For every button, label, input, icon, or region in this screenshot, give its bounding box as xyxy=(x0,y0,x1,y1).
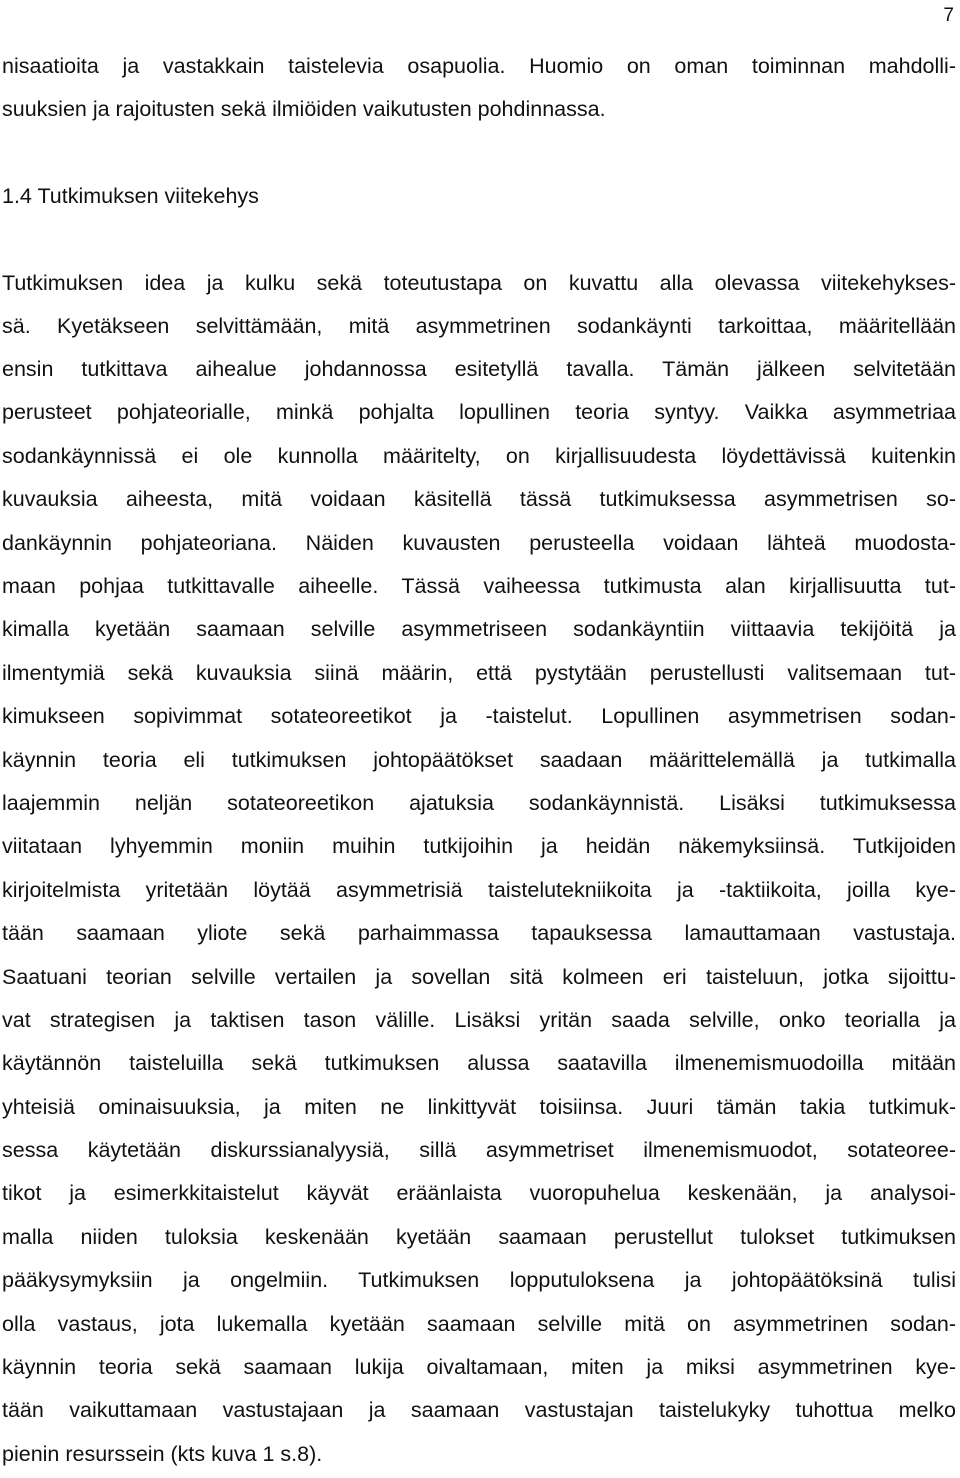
section-heading: 1.4 Tutkimuksen viitekehys xyxy=(2,184,259,208)
body-line: viitataan lyhyemmin moniin muihin tutkijoihin ja heidän näkemyksiinsä. Tutkijoiden xyxy=(2,834,956,858)
body-line: tikot ja esimerkkitaistelut käyvät eräänlaista vuoropuhelua keskenään, ja analysoi- xyxy=(2,1181,956,1205)
intro-line: suuksien ja rajoitusten sekä ilmiöiden vaikutusten pohdinnassa. xyxy=(2,97,606,121)
body-line: malla niiden tuloksia keskenään kyetään saamaan perustellut tulokset tutkimuksen xyxy=(2,1225,956,1249)
body-line: perusteet pohjateorialle, minkä pohjalta lopullinen teoria syntyy. Vaikka asymmetriaa xyxy=(2,400,956,424)
body-line: ilmentymiä sekä kuvauksia siinä määrin, että pystytään perustellusti valitsemaan tut- xyxy=(2,661,956,685)
body-line: dankäynnin pohjateoriana. Näiden kuvausten perusteella voidaan lähteä muodosta- xyxy=(2,531,956,555)
body-line: käynnin teoria eli tutkimuksen johtopäätökset saadaan määrittelemällä ja tutkimalla xyxy=(2,748,956,772)
body-line: sä. Kyetäkseen selvittämään, mitä asymmetrinen sodankäynti tarkoittaa, määritellään xyxy=(2,314,956,338)
body-line: kirjoitelmista yritetään löytää asymmetrisiä taistelutekniikoita ja -taktiikoita, joilla kye- xyxy=(2,878,956,902)
body-line: tään saamaan yliote sekä parhaimmassa tapauksessa lamauttamaan vastustaja. xyxy=(2,921,956,945)
body-line: käynnin teoria sekä saamaan lukija oivaltamaan, miten ja miksi asymmetrinen kye- xyxy=(2,1355,956,1379)
body-line: pääkysymyksiin ja ongelmiin. Tutkimuksen lopputuloksena ja johtopäätöksinä tulisi xyxy=(2,1268,956,1292)
body-line: ensin tutkittava aihealue johdannossa esitetyllä tavalla. Tämän jälkeen selvitetään xyxy=(2,357,956,381)
body-line: pienin resurssein (kts kuva 1 s.8). xyxy=(2,1442,323,1466)
body-line: kimukseen sopivimmat sotateoreetikot ja -taistelut. Lopullinen asymmetrisen sodan- xyxy=(2,704,956,728)
body-line: kimalla kyetään saamaan selville asymmetriseen sodankäyntiin viittaavia tekijöitä ja xyxy=(2,617,956,641)
body-line: sessa käytetään diskurssianalyysiä, sillä asymmetriset ilmenemismuodot, sotateoree- xyxy=(2,1138,956,1162)
body-line: laajemmin neljän sotateoreetikon ajatuksia sodankäynnistä. Lisäksi tutkimuksessa xyxy=(2,791,956,815)
body-line: Tutkimuksen idea ja kulku sekä toteutustapa on kuvattu alla olevassa viitekehykses- xyxy=(2,271,956,295)
body-line: Saatuani teorian selville vertailen ja sovellan sitä kolmeen eri taisteluun, jotka sijoittu- xyxy=(2,965,956,989)
intro-line: nisaatioita ja vastakkain taistelevia osapuolia. Huomio on oman toiminnan mahdolli- xyxy=(2,54,956,78)
body-line: maan pohjaa tutkittavalle aiheelle. Tässä vaiheessa tutkimusta alan kirjallisuutta tut- xyxy=(2,574,956,598)
body-line: yhteisiä ominaisuuksia, ja miten ne linkittyvät toisiinsa. Juuri tämän takia tutkimuk- xyxy=(2,1095,956,1119)
body-line: sodankäynnissä ei ole kunnolla määritelty, on kirjallisuudesta löydettävissä kuitenkin xyxy=(2,444,956,468)
body-line: vat strategisen ja taktisen tason välille. Lisäksi yritän saada selville, onko teorialla ja xyxy=(2,1008,956,1032)
body-line: kuvauksia aiheesta, mitä voidaan käsitellä tässä tutkimuksessa asymmetrisen so- xyxy=(2,487,956,511)
body-line: tään vaikuttamaan vastustajaan ja saamaan vastustajan taistelukyky tuhottua melko xyxy=(2,1398,956,1422)
body-line: olla vastaus, jota lukemalla kyetään saamaan selville mitä on asymmetrinen sodan- xyxy=(2,1312,956,1336)
page-number: 7 xyxy=(943,5,954,26)
body-line: käytännön taisteluilla sekä tutkimuksen alussa saatavilla ilmenemismuodoilla mitään xyxy=(2,1051,956,1075)
